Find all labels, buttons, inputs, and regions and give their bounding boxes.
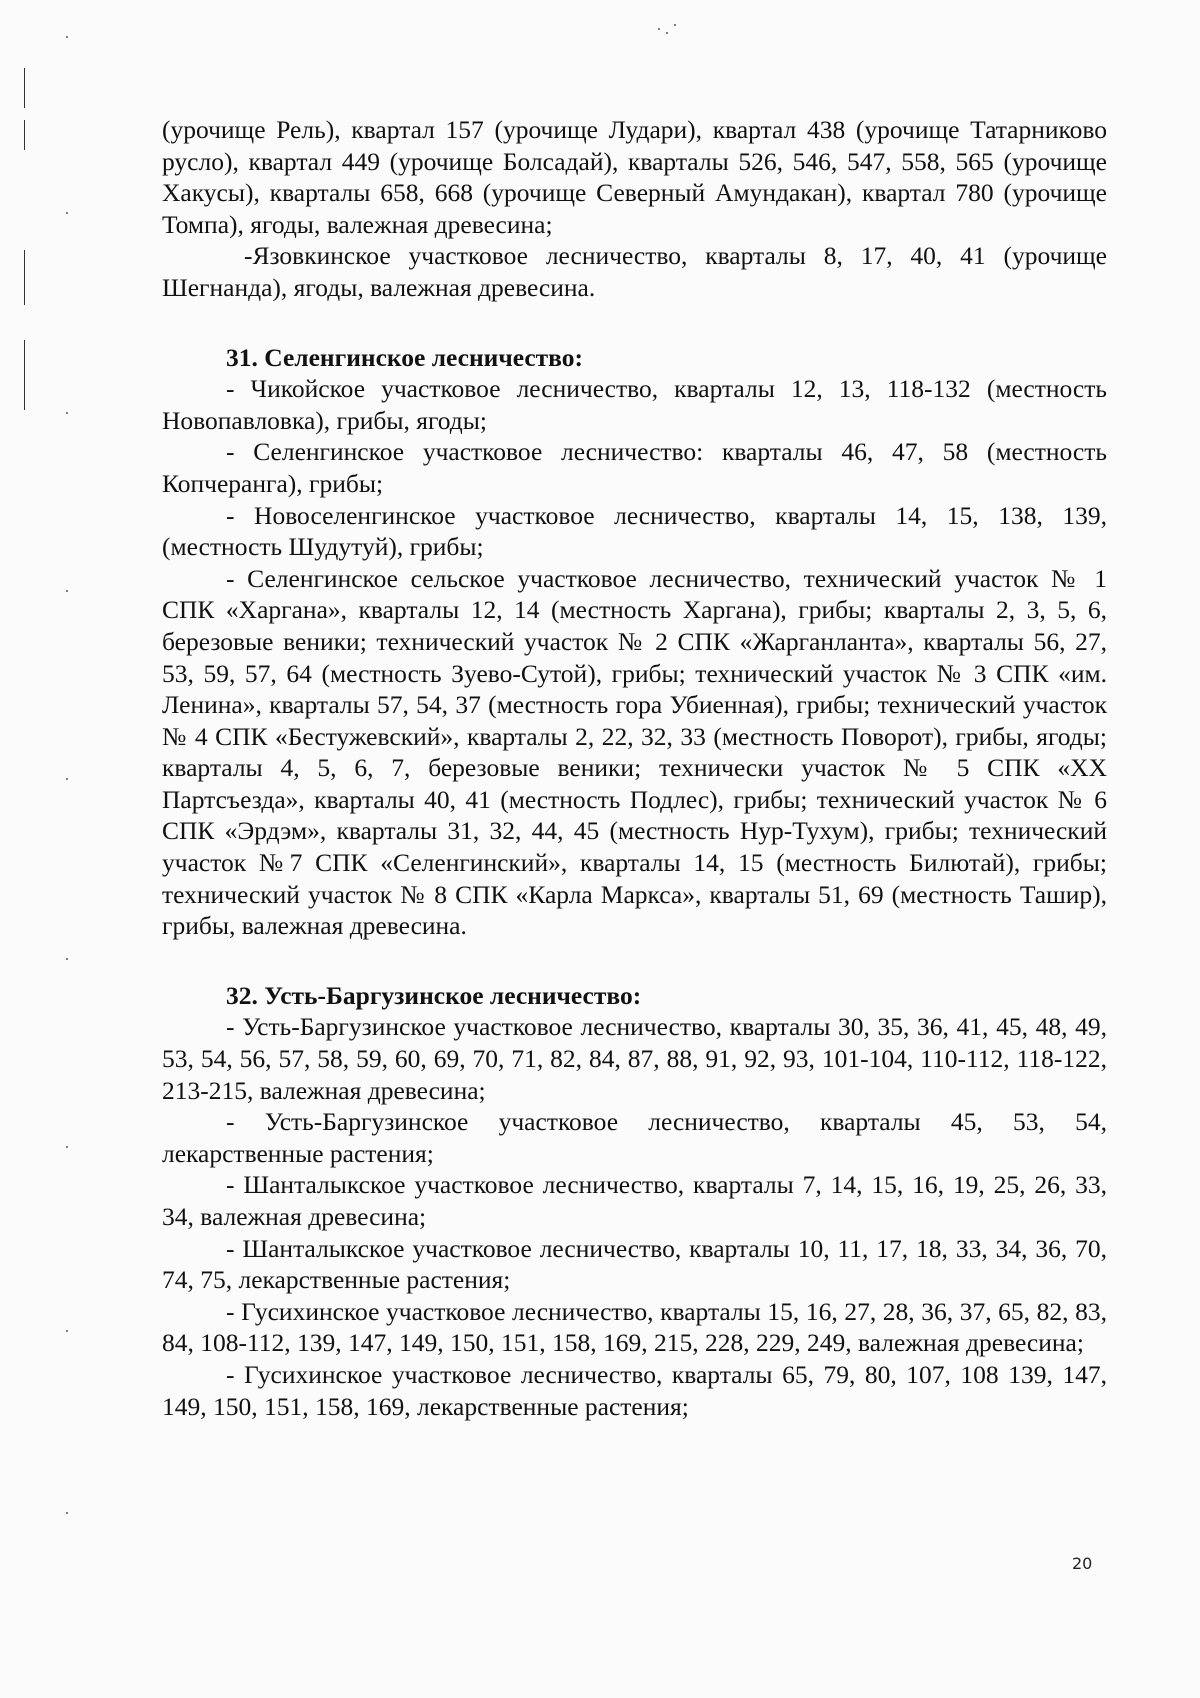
scan-speck [658,28,660,30]
scan-edge-line [24,340,25,410]
section-item: - Усть-Баргузинское участковое лесничество, кварталы 45, 53, 54, лекарственные растения; [162,1107,1107,1168]
section-item: - Шанталыкское участковое лесничество, кварталы 7, 14, 15, 16, 19, 25, 26, 33, 34, валежная древесина; [162,1170,1107,1231]
section-title: 32. Усть-Баргузинское лесничество: [226,980,642,1010]
scan-speck [66,36,68,38]
section-item: - Селенгинское участковое лесничество: кварталы 46, 47, 58 (местность Копчеранга), грибы; [162,437,1107,498]
scan-edge-line [24,120,25,150]
scan-speck [66,412,68,414]
scan-speck [66,212,68,214]
section-item: - Новоселенгинское участковое лесничество, кварталы 14, 15, 138, 139, (местность Шудутуй), грибы; [162,500,1107,562]
scan-speck [66,1146,68,1148]
section-item: - Шанталыкское участковое лесничество, кварталы 10, 11, 17, 18, 33, 34, 36, 70, 74, 75, лекарственные растения; [162,1233,1107,1295]
scan-speck [66,1330,68,1332]
scan-edge-line [24,250,25,305]
intro-paragraph: (урочище Рель), квартал 157 (урочище Лудари), квартал 438 (урочище Татарниково русло), квартал 449 (урочище Болсадай), кварталы 526, 546, 547, 558, 565 (урочище Хакусы), кварталы 658, 668 (урочище Северный Амундакан), квартал 780 (урочище Томпа), ягоды, валежная древесина; [162,115,1107,239]
section-item: - Гусихинское участковое лесничество, кварталы 15, 16, 27, 28, 36, 37, 65, 82, 83, 84, 108-112, 139, 147, 149, 150, 151, 158, 169, 215, 228, 229, 249, валежная древесина; [162,1296,1107,1358]
section-item: - Чикойское участковое лесничество, кварталы 12, 13, 118-132 (местность Новопавловка), грибы, ягоды; [162,374,1107,435]
scan-speck [66,778,68,780]
section-selenginskoe [162,342,1107,942]
section-item: - Усть-Баргузинское участковое лесничество, кварталы 30, 35, 36, 41, 45, 48, 49, 53, 54, 56, 57, 58, 59, 60, 69, 70, 71, 82, 84, 87, 88, 91, 92, 93, 101-104, 110-112, 118-122, 213-215, валежная древесина; [162,1012,1107,1105]
document-body [162,114,1107,1422]
section-item: - Гусихинское участковое лесничество, кварталы 65, 79, 80, 107, 108 139, 147, 149, 150, 151, 158, 169, лекарственные растения; [162,1359,1107,1421]
section-item: - Селенгинское сельское участковое лесничество, технический участок № 1 СПК «Харгана», кварталы 12, 14 (местность Харгана), грибы; кварталы 2, 3, 5, 6, березовые веники; технический участок № 2 СПК «Жарганланта», кварталы 56, 27, 53, 59, 57, 64 (местность Зуево-Сутой), грибы; технический участок № 3 СПК «им. Ленина», кварталы 57, 54, 37 (местность гора Убиенная), грибы; технический участок № 4 СПК «Бестужевский», кварталы 2, 22, 32, 33 (местность Поворот), грибы, ягоды; кварталы 4, 5, 6, 7, березовые веники; технически участок № 5 СПК «XX Партсъезда», кварталы 40, 41 (местность Подлес), грибы; технический участок № 6 СПК «Эрдэм», кварталы 31, 32, 44, 45 (местность Нур-Тухум), грибы; технический участок №7 СПК «Селенгинский», кварталы 14, 15 (местность Билютай), грибы; технический участок № 8 СПК «Карла Маркса», кварталы 51, 69 (местность Ташир), грибы, валежная древесина. [162,563,1107,941]
scan-edge-line [24,68,25,108]
scan-speck [666,32,668,34]
scan-speck [674,24,676,26]
intro-paragraph: -Язовкинское участковое лесничество, кварталы 8, 17, 40, 41 (урочище Шегнанда), ягоды, валежная древесина. [162,241,1107,302]
scan-speck [66,590,68,592]
section-title: 31. Селенгинское лесничество: [226,342,584,372]
scan-speck [66,1512,68,1514]
section-ust-barguzinskoe [162,980,1107,1422]
page-number: 20 [1072,1554,1093,1573]
scan-speck [66,958,68,960]
